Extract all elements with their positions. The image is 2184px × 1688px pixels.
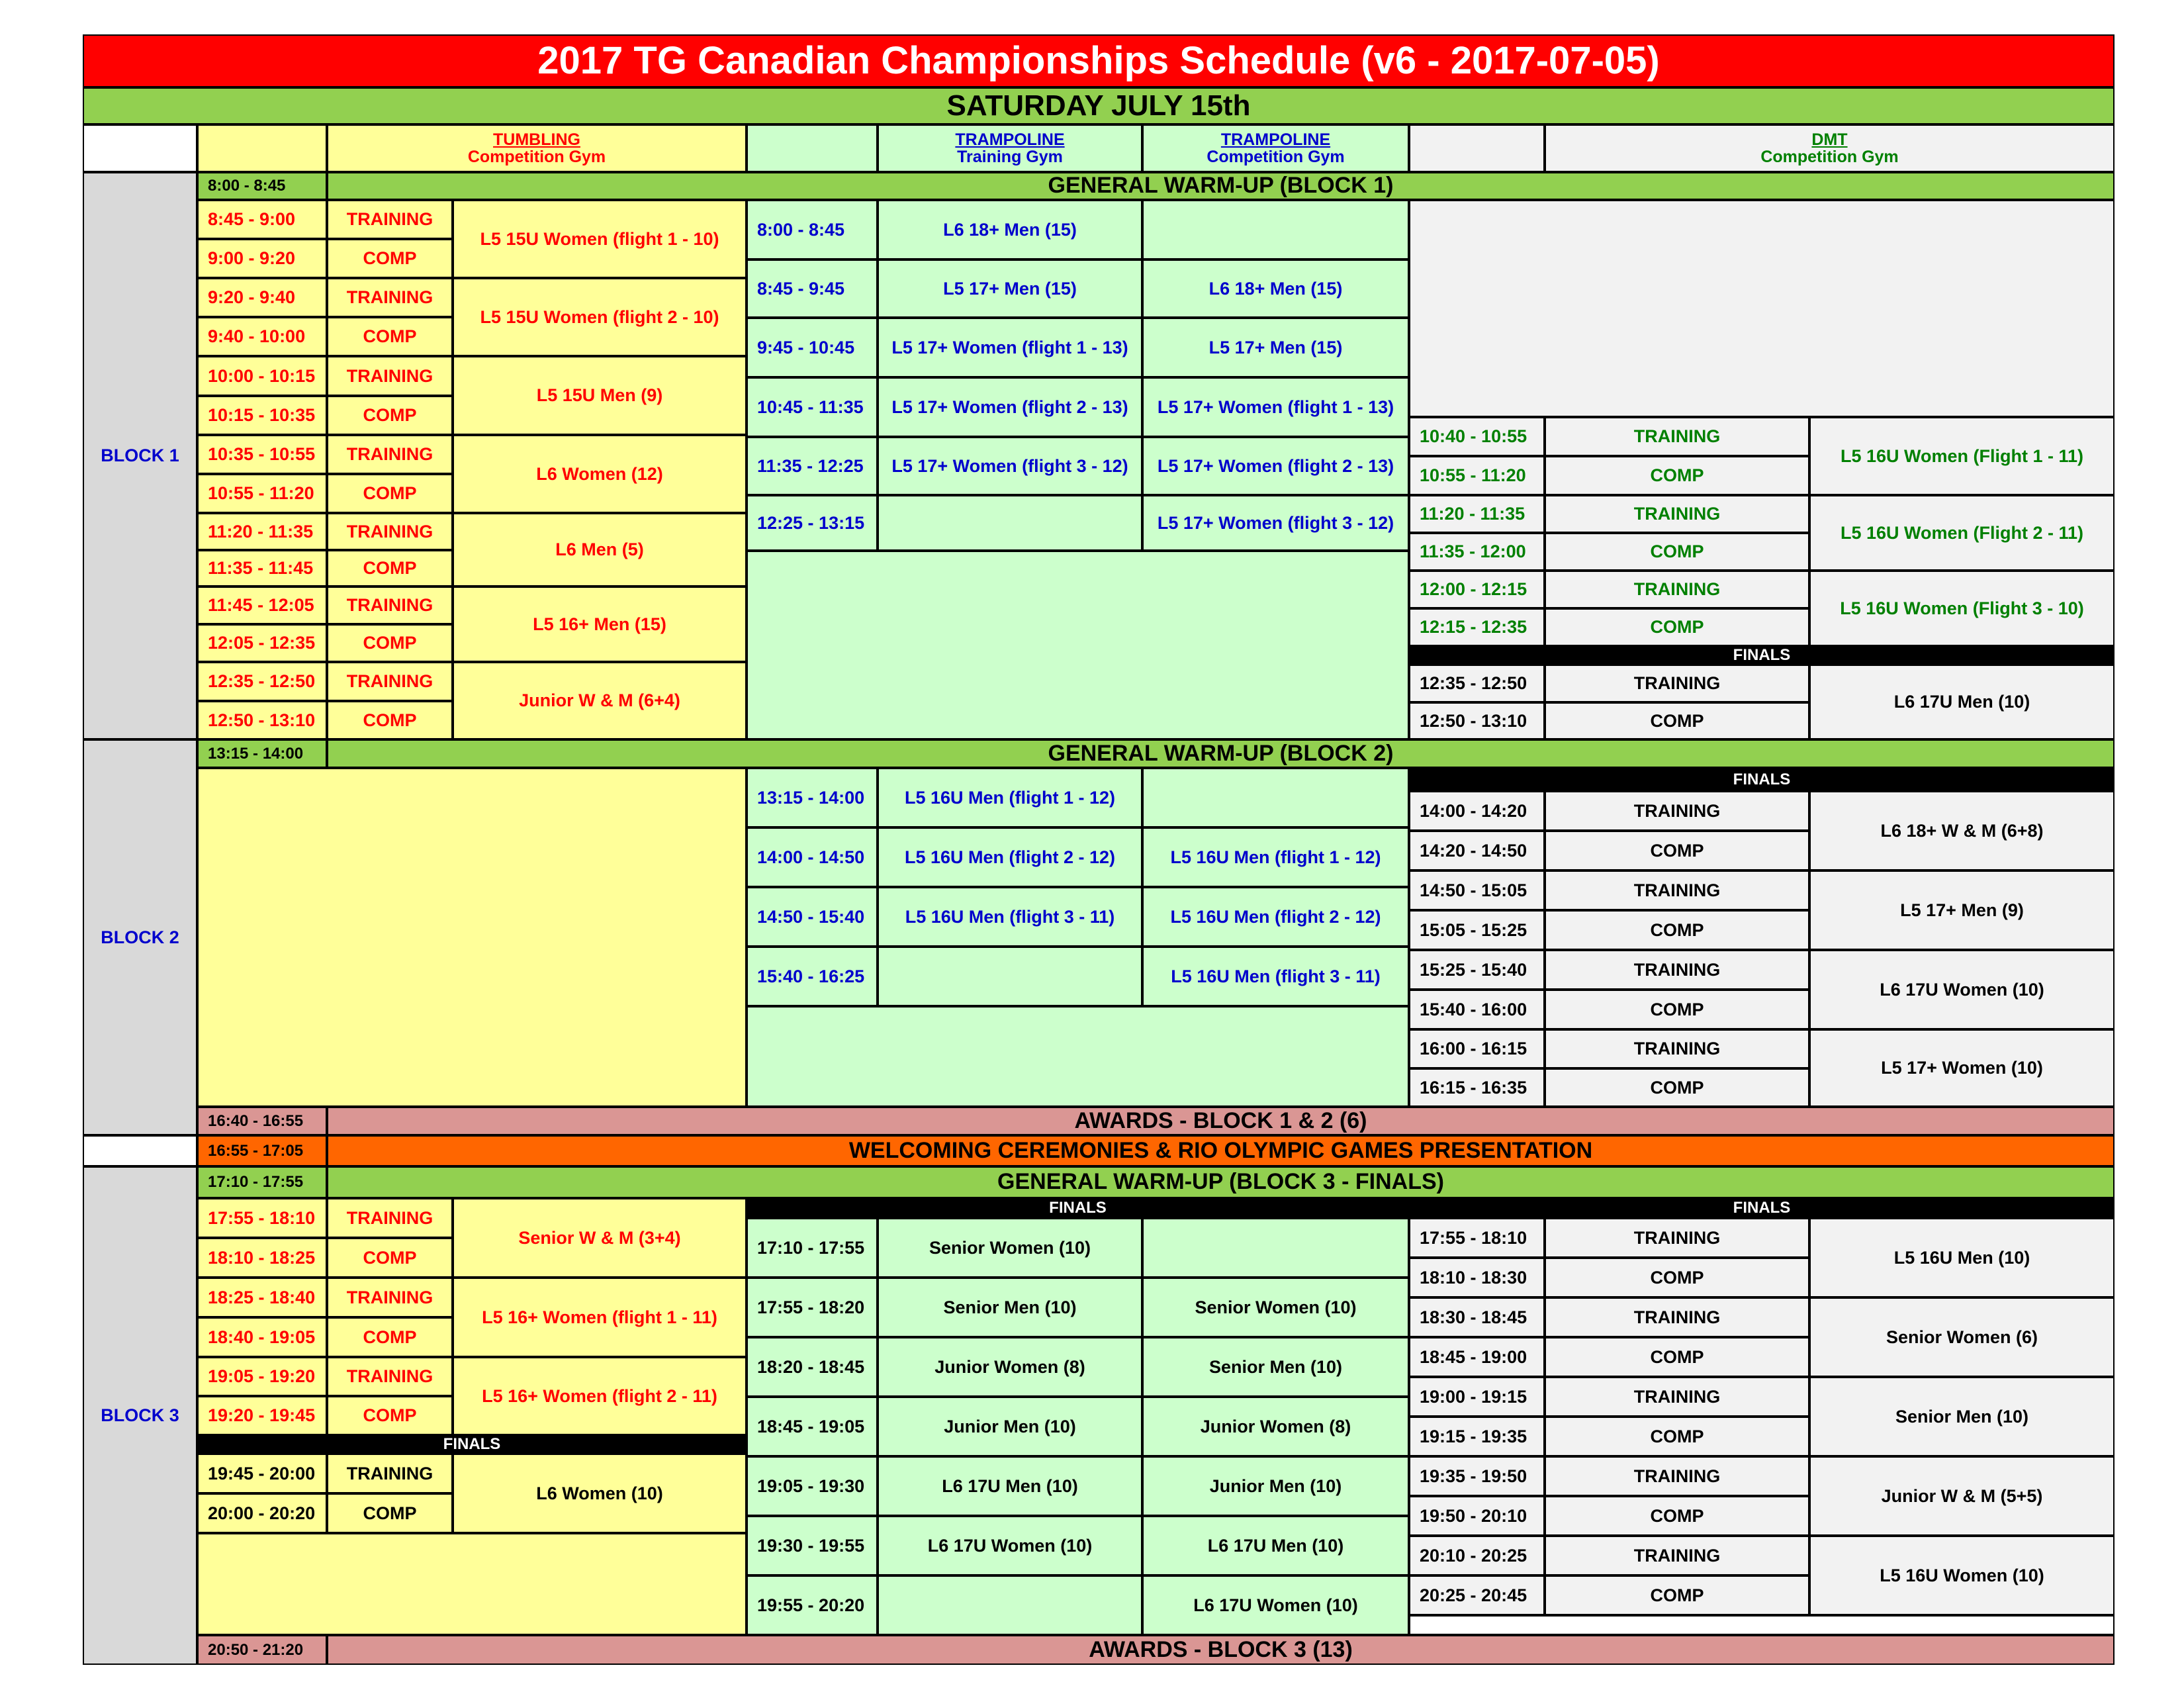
dmt-comp-time: 18:45 - 19:00 <box>1409 1337 1545 1377</box>
dmt-training-label: TRAINING <box>1545 665 1809 702</box>
trampoline-competition-event: Senior Women (10) <box>1142 1278 1409 1337</box>
tumbling-training-label: TRAINING <box>327 356 453 396</box>
dmt-header-gym: Competition Gym <box>1760 148 1899 166</box>
trampoline-competition-event: L5 17+ Women (flight 3 - 12) <box>1142 495 1409 551</box>
dmt-block3-empty <box>1409 1615 2115 1635</box>
trampoline-competition-event: Senior Men (10) <box>1142 1337 1409 1397</box>
tumbling-finals-bar: FINALS <box>197 1435 747 1454</box>
trampoline-finals-bar: FINALS <box>747 1198 1409 1218</box>
trampoline-training-event <box>878 495 1142 551</box>
trampoline-training-event: L6 17U Men (10) <box>878 1456 1142 1516</box>
tumbling-training-time: 11:20 - 11:35 <box>197 513 327 550</box>
trampoline-training-event: L5 17+ Women (flight 3 - 12) <box>878 437 1142 495</box>
dmt-comp-label: COMP <box>1545 1575 1809 1615</box>
header-blank-block <box>83 124 197 172</box>
tumbling-training-label: TRAINING <box>327 278 453 317</box>
dmt-comp-time: 12:15 - 12:35 <box>1409 608 1545 646</box>
tumbling-block2-empty <box>197 768 747 1107</box>
trampoline-time: 19:30 - 19:55 <box>747 1516 878 1575</box>
block-3-label: BLOCK 3 <box>83 1166 197 1665</box>
dmt-training-label: TRAINING <box>1545 791 1809 831</box>
tumbling-training-label: TRAINING <box>327 435 453 474</box>
tumbling-training-time: 10:35 - 10:55 <box>197 435 327 474</box>
tumbling-training-label: TRAINING <box>327 200 453 239</box>
tumbling-header-sport: TUMBLING <box>493 130 580 149</box>
dmt-comp-time: 19:50 - 20:10 <box>1409 1496 1545 1536</box>
dmt-training-label: TRAINING <box>1545 1456 1809 1496</box>
dmt-training-time: 16:00 - 16:15 <box>1409 1029 1545 1068</box>
tumbling-comp-label: COMP <box>327 396 453 435</box>
dmt-comp-time: 10:55 - 11:20 <box>1409 456 1545 495</box>
dmt-event: L5 17+ Men (9) <box>1809 870 2115 950</box>
trampoline-training-event: L6 17U Women (10) <box>878 1516 1142 1575</box>
trampoline-competition-event: Junior Men (10) <box>1142 1456 1409 1516</box>
dmt-comp-label: COMP <box>1545 533 1809 571</box>
trampoline-competition-event: L5 17+ Women (flight 1 - 13) <box>1142 377 1409 437</box>
header-blank-tramp-time <box>747 124 878 172</box>
trampoline-time: 9:45 - 10:45 <box>747 318 878 377</box>
dmt-training-time: 14:00 - 14:20 <box>1409 791 1545 831</box>
trampoline-training-event: L6 18+ Men (15) <box>878 200 1142 259</box>
tumbling-training-time: 18:25 - 18:40 <box>197 1278 327 1317</box>
tumbling-training-time: 10:00 - 10:15 <box>197 356 327 396</box>
trampoline-training-event: L5 17+ Men (15) <box>878 259 1142 318</box>
trampoline-time: 10:45 - 11:35 <box>747 377 878 437</box>
dmt-comp-label: COMP <box>1545 1417 1809 1456</box>
banner-label: GENERAL WARM-UP (BLOCK 1) <box>327 172 2115 200</box>
block-2-label: BLOCK 2 <box>83 739 197 1135</box>
dmt-comp-label: COMP <box>1545 910 1809 950</box>
dmt-event: L5 16U Women (Flight 2 - 11) <box>1809 495 2115 571</box>
tumbling-training-time: 17:55 - 18:10 <box>197 1198 327 1238</box>
dmt-block1-empty <box>1409 200 2115 417</box>
trampoline-time: 12:25 - 13:15 <box>747 495 878 551</box>
dmt-comp-label: COMP <box>1545 1068 1809 1107</box>
dmt-event: Senior Women (6) <box>1809 1297 2115 1377</box>
dmt-training-label: TRAINING <box>1545 571 1809 608</box>
banner-time: 13:15 - 14:00 <box>197 739 327 768</box>
trampoline-training-event: L5 17+ Women (flight 2 - 13) <box>878 377 1142 437</box>
trampoline-time: 15:40 - 16:25 <box>747 947 878 1006</box>
dmt-event: L5 16U Men (10) <box>1809 1218 2115 1297</box>
day-bar: SATURDAY JULY 15th <box>83 87 2115 124</box>
trampoline-time: 8:00 - 8:45 <box>747 200 878 259</box>
tumbling-event: Junior W & M (6+4) <box>453 662 747 739</box>
tumbling-comp-time: 20:00 - 20:20 <box>197 1493 327 1533</box>
dmt-event: L6 17U Men (10) <box>1809 665 2115 739</box>
tumbling-training-time: 12:35 - 12:50 <box>197 662 327 701</box>
block-1-label: BLOCK 1 <box>83 172 197 739</box>
trampoline-training-header-sport: TRAMPOLINE <box>955 130 1065 149</box>
trampoline-competition-event: L6 18+ Men (15) <box>1142 259 1409 318</box>
tumbling-event: L6 Men (5) <box>453 513 747 586</box>
tumbling-training-label: TRAINING <box>327 1454 453 1493</box>
trampoline-time: 18:45 - 19:05 <box>747 1397 878 1456</box>
dmt-event: L5 16U Women (Flight 1 - 11) <box>1809 417 2115 495</box>
trampoline-training-event: Senior Women (10) <box>878 1218 1142 1278</box>
dmt-training-time: 19:00 - 19:15 <box>1409 1377 1545 1417</box>
dmt-training-label: TRAINING <box>1545 495 1809 533</box>
trampoline-training-header-gym: Training Gym <box>957 148 1063 166</box>
tumbling-training-time: 11:45 - 12:05 <box>197 586 327 624</box>
tumbling-training-time: 19:05 - 19:20 <box>197 1357 327 1396</box>
banner-time: 16:55 - 17:05 <box>197 1135 327 1166</box>
tumbling-training-label: TRAINING <box>327 1357 453 1396</box>
dmt-comp-time: 12:50 - 13:10 <box>1409 702 1545 739</box>
tumbling-comp-time: 18:40 - 19:05 <box>197 1317 327 1357</box>
banner-label: GENERAL WARM-UP (BLOCK 2) <box>327 739 2115 768</box>
dmt-comp-label: COMP <box>1545 990 1809 1029</box>
tumbling-comp-label: COMP <box>327 239 453 278</box>
dmt-header-sport: DMT <box>1811 130 1848 149</box>
tumbling-training-label: TRAINING <box>327 513 453 550</box>
dmt-comp-time: 15:40 - 16:00 <box>1409 990 1545 1029</box>
tumbling-comp-label: COMP <box>327 550 453 586</box>
trampoline-time: 14:50 - 15:40 <box>747 887 878 947</box>
trampoline-time: 18:20 - 18:45 <box>747 1337 878 1397</box>
tumbling-event: L5 15U Women (flight 2 - 10) <box>453 278 747 356</box>
dmt-training-time: 15:25 - 15:40 <box>1409 950 1545 990</box>
tumbling-block3-empty <box>197 1533 747 1635</box>
dmt-finals-bar: FINALS <box>1409 1198 2115 1218</box>
banner-label: AWARDS - BLOCK 1 & 2 (6) <box>327 1107 2115 1135</box>
dmt-event: Junior W & M (5+5) <box>1809 1456 2115 1536</box>
trampoline-time: 17:10 - 17:55 <box>747 1218 878 1278</box>
dmt-header <box>1545 124 2115 172</box>
banner-label: AWARDS - BLOCK 3 (13) <box>327 1635 2115 1665</box>
trampoline-training-event <box>878 1575 1142 1635</box>
trampoline-competition-header-gym: Competition Gym <box>1206 148 1345 166</box>
tumbling-training-time: 9:20 - 9:40 <box>197 278 327 317</box>
tumbling-comp-time: 11:35 - 11:45 <box>197 550 327 586</box>
tumbling-event: L5 15U Women (flight 1 - 10) <box>453 200 747 278</box>
dmt-training-label: TRAINING <box>1545 1377 1809 1417</box>
tumbling-training-label: TRAINING <box>327 1278 453 1317</box>
dmt-comp-label: COMP <box>1545 608 1809 646</box>
trampoline-block1-empty <box>747 551 1409 739</box>
trampoline-block2-empty <box>747 1006 1409 1107</box>
dmt-training-label: TRAINING <box>1545 1536 1809 1575</box>
trampoline-time: 19:55 - 20:20 <box>747 1575 878 1635</box>
dmt-training-time: 12:35 - 12:50 <box>1409 665 1545 702</box>
dmt-comp-time: 20:25 - 20:45 <box>1409 1575 1545 1615</box>
dmt-training-label: TRAINING <box>1545 1218 1809 1258</box>
trampoline-training-event: Junior Women (8) <box>878 1337 1142 1397</box>
dmt-event: L5 17+ Women (10) <box>1809 1029 2115 1107</box>
dmt-comp-time: 16:15 - 16:35 <box>1409 1068 1545 1107</box>
tumbling-event: L5 16+ Women (flight 1 - 11) <box>453 1278 747 1357</box>
tumbling-event: L6 Women (12) <box>453 435 747 513</box>
block-gap <box>83 1135 197 1166</box>
banner-label: WELCOMING CEREMONIES & RIO OLYMPIC GAMES PRESENTATION <box>327 1135 2115 1166</box>
tumbling-event: L5 15U Men (9) <box>453 356 747 435</box>
tumbling-event: L5 16+ Men (15) <box>453 586 747 662</box>
dmt-training-time: 19:35 - 19:50 <box>1409 1456 1545 1496</box>
trampoline-time: 17:55 - 18:20 <box>747 1278 878 1337</box>
tumbling-header-gym: Competition Gym <box>467 148 606 166</box>
tumbling-training-time: 19:45 - 20:00 <box>197 1454 327 1493</box>
trampoline-training-event: L5 16U Men (flight 2 - 12) <box>878 827 1142 887</box>
dmt-event: Senior Men (10) <box>1809 1377 2115 1456</box>
tumbling-comp-time: 9:40 - 10:00 <box>197 317 327 356</box>
dmt-finals-bar: FINALS <box>1409 646 2115 665</box>
banner-time: 8:00 - 8:45 <box>197 172 327 200</box>
tumbling-comp-time: 12:50 - 13:10 <box>197 701 327 739</box>
dmt-training-label: TRAINING <box>1545 1029 1809 1068</box>
tumbling-comp-label: COMP <box>327 1317 453 1357</box>
trampoline-competition-event: L5 16U Men (flight 3 - 11) <box>1142 947 1409 1006</box>
trampoline-training-event: Junior Men (10) <box>878 1397 1142 1456</box>
dmt-event: L5 16U Women (Flight 3 - 10) <box>1809 571 2115 646</box>
dmt-training-label: TRAINING <box>1545 1297 1809 1337</box>
dmt-training-time: 11:20 - 11:35 <box>1409 495 1545 533</box>
tumbling-comp-label: COMP <box>327 624 453 662</box>
dmt-comp-time: 18:10 - 18:30 <box>1409 1258 1545 1297</box>
banner-label: GENERAL WARM-UP (BLOCK 3 - FINALS) <box>327 1166 2115 1198</box>
dmt-comp-label: COMP <box>1545 831 1809 870</box>
dmt-training-time: 18:30 - 18:45 <box>1409 1297 1545 1337</box>
trampoline-competition-event: Junior Women (8) <box>1142 1397 1409 1456</box>
dmt-training-time: 12:00 - 12:15 <box>1409 571 1545 608</box>
trampoline-competition-header <box>1142 124 1409 172</box>
tumbling-comp-label: COMP <box>327 1238 453 1278</box>
trampoline-competition-event <box>1142 1218 1409 1278</box>
tumbling-comp-label: COMP <box>327 317 453 356</box>
trampoline-time: 11:35 - 12:25 <box>747 437 878 495</box>
trampoline-competition-event: L6 17U Men (10) <box>1142 1516 1409 1575</box>
dmt-comp-label: COMP <box>1545 1496 1809 1536</box>
tumbling-training-label: TRAINING <box>327 1198 453 1238</box>
tumbling-comp-time: 18:10 - 18:25 <box>197 1238 327 1278</box>
dmt-comp-label: COMP <box>1545 456 1809 495</box>
trampoline-time: 8:45 - 9:45 <box>747 259 878 318</box>
dmt-comp-label: COMP <box>1545 1337 1809 1377</box>
trampoline-competition-event: L5 16U Men (flight 1 - 12) <box>1142 827 1409 887</box>
tumbling-comp-label: COMP <box>327 701 453 739</box>
tumbling-comp-label: COMP <box>327 474 453 513</box>
dmt-comp-label: COMP <box>1545 702 1809 739</box>
tumbling-comp-label: COMP <box>327 1396 453 1435</box>
header-blank-dmt-time <box>1409 124 1545 172</box>
tumbling-event: L5 16+ Women (flight 2 - 11) <box>453 1357 747 1435</box>
trampoline-time: 13:15 - 14:00 <box>747 768 878 827</box>
tumbling-header <box>327 124 747 172</box>
dmt-comp-time: 11:35 - 12:00 <box>1409 533 1545 571</box>
dmt-training-time: 10:40 - 10:55 <box>1409 417 1545 456</box>
tumbling-training-label: TRAINING <box>327 586 453 624</box>
tumbling-event: Senior W & M (3+4) <box>453 1198 747 1278</box>
tumbling-comp-time: 12:05 - 12:35 <box>197 624 327 662</box>
header-blank-time <box>197 124 327 172</box>
dmt-comp-time: 19:15 - 19:35 <box>1409 1417 1545 1456</box>
tumbling-comp-label: COMP <box>327 1493 453 1533</box>
dmt-comp-label: COMP <box>1545 1258 1809 1297</box>
tumbling-event: L6 Women (10) <box>453 1454 747 1533</box>
trampoline-competition-event <box>1142 768 1409 827</box>
dmt-comp-time: 14:20 - 14:50 <box>1409 831 1545 870</box>
tumbling-comp-time: 9:00 - 9:20 <box>197 239 327 278</box>
banner-time: 20:50 - 21:20 <box>197 1635 327 1665</box>
trampoline-time: 19:05 - 19:30 <box>747 1456 878 1516</box>
tumbling-comp-time: 10:15 - 10:35 <box>197 396 327 435</box>
dmt-training-label: TRAINING <box>1545 870 1809 910</box>
tumbling-training-label: TRAINING <box>327 662 453 701</box>
dmt-training-label: TRAINING <box>1545 417 1809 456</box>
dmt-training-time: 20:10 - 20:25 <box>1409 1536 1545 1575</box>
trampoline-training-event: Senior Men (10) <box>878 1278 1142 1337</box>
trampoline-competition-event: L5 17+ Women (flight 2 - 13) <box>1142 437 1409 495</box>
dmt-training-label: TRAINING <box>1545 950 1809 990</box>
trampoline-training-event: L5 16U Men (flight 3 - 11) <box>878 887 1142 947</box>
dmt-event: L6 18+ W & M (6+8) <box>1809 791 2115 870</box>
trampoline-competition-header-sport: TRAMPOLINE <box>1220 130 1331 149</box>
tumbling-comp-time: 19:20 - 19:45 <box>197 1396 327 1435</box>
trampoline-competition-event: L5 17+ Men (15) <box>1142 318 1409 377</box>
trampoline-training-event <box>878 947 1142 1006</box>
trampoline-time: 14:00 - 14:50 <box>747 827 878 887</box>
dmt-comp-time: 15:05 - 15:25 <box>1409 910 1545 950</box>
trampoline-competition-event <box>1142 200 1409 259</box>
banner-time: 16:40 - 16:55 <box>197 1107 327 1135</box>
trampoline-competition-event: L5 16U Men (flight 2 - 12) <box>1142 887 1409 947</box>
dmt-event: L5 16U Women (10) <box>1809 1536 2115 1615</box>
dmt-training-time: 14:50 - 15:05 <box>1409 870 1545 910</box>
trampoline-competition-event: L6 17U Women (10) <box>1142 1575 1409 1635</box>
dmt-event: L6 17U Women (10) <box>1809 950 2115 1029</box>
dmt-training-time: 17:55 - 18:10 <box>1409 1218 1545 1258</box>
dmt-finals-bar: FINALS <box>1409 768 2115 791</box>
trampoline-training-header <box>878 124 1142 172</box>
title-bar: 2017 TG Canadian Championships Schedule (v6 - 2017-07-05) <box>83 34 2115 87</box>
tumbling-training-time: 8:45 - 9:00 <box>197 200 327 239</box>
banner-time: 17:10 - 17:55 <box>197 1166 327 1198</box>
trampoline-training-event: L5 16U Men (flight 1 - 12) <box>878 768 1142 827</box>
tumbling-comp-time: 10:55 - 11:20 <box>197 474 327 513</box>
trampoline-training-event: L5 17+ Women (flight 1 - 13) <box>878 318 1142 377</box>
